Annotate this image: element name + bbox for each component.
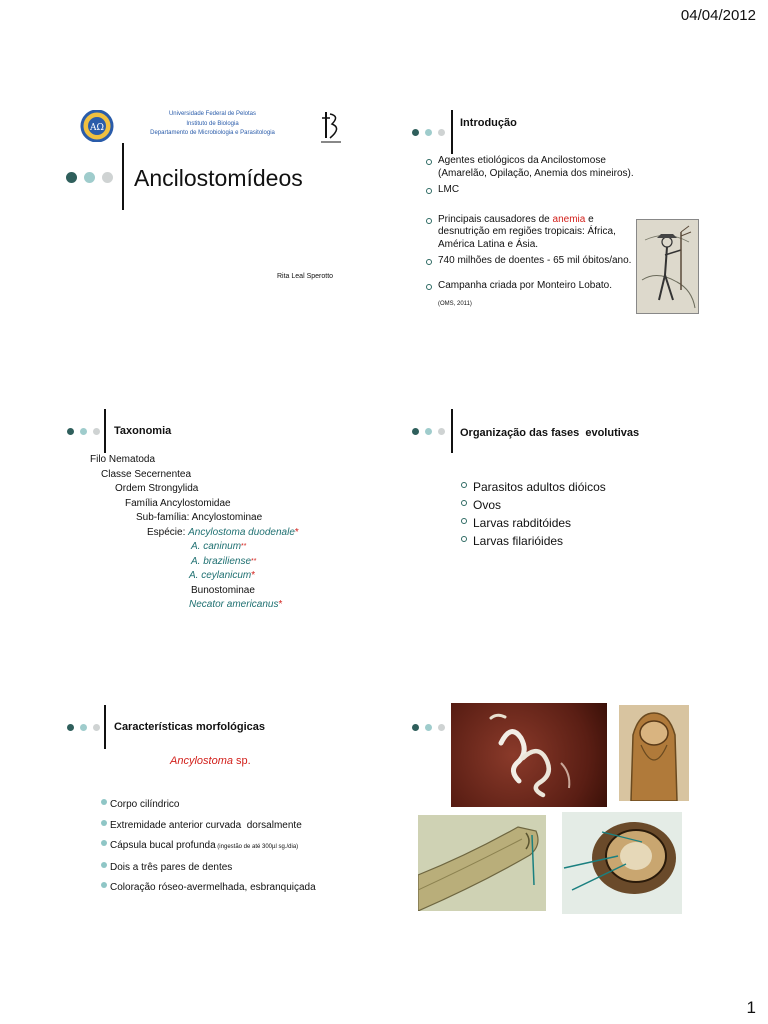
slide-2-bullet-list — [424, 155, 634, 292]
slide-1-dots — [66, 172, 113, 183]
list-item — [424, 214, 634, 252]
slide-3-dots — [67, 428, 100, 435]
taxonomy-necator — [90, 598, 350, 613]
worms-photo — [451, 703, 607, 807]
bullet-text: Coloração róseo-avermelhada, esbranquiçada — [110, 882, 316, 893]
taxonomy-tree — [90, 453, 350, 613]
list-item — [424, 155, 634, 180]
dot-light — [438, 129, 445, 136]
dot-light — [93, 428, 100, 435]
taxonomy-familia: Família Ancylostomidae — [125, 497, 231, 509]
slide-2-title: Introdução — [460, 117, 517, 129]
list-item — [100, 816, 360, 837]
taxonomy-species-row — [90, 555, 350, 570]
taxonomy-classe: Classe Secernentea — [101, 468, 192, 480]
dot-mid — [425, 724, 432, 731]
species-mark: * — [294, 526, 299, 538]
svg-text:AΩ: AΩ — [90, 123, 104, 133]
worms-drawing — [451, 703, 607, 807]
list-item — [424, 280, 634, 293]
bullet-text: Larvas rabditóides — [473, 516, 572, 530]
bullet-text: LMC — [438, 184, 460, 195]
institution-line-1: Universidade Federal de Pelotas — [168, 111, 257, 117]
slide-5-subtitle — [170, 755, 251, 767]
bullet-text: e desnutrição em regiões tropicais: África, América Latina e Ásia. — [438, 213, 616, 250]
buccal-capsule-drawing — [562, 812, 682, 914]
worm-head-micrograph — [619, 705, 689, 801]
slide-4-title: Organização das fases evolutivas — [460, 427, 640, 439]
dot-dark — [67, 724, 74, 731]
taxonomy-ordem: Ordem Strongylida — [115, 483, 199, 494]
slide-1-title: Ancilostomídeos — [134, 165, 303, 191]
list-item — [100, 795, 360, 816]
slide-4-bullet-list — [459, 478, 606, 550]
bullet-text: Campanha criada por Monteiro Lobato. — [438, 279, 612, 291]
species-mark: * — [278, 599, 283, 610]
slide-2-dots — [412, 129, 445, 136]
jeca-tatu-drawing — [637, 220, 698, 313]
bullet-text: Corpo cilíndrico — [110, 799, 180, 810]
dot-dark — [412, 724, 419, 731]
species-name: A. braziliense — [191, 555, 252, 567]
dot-dark — [412, 129, 419, 136]
slide-3-divider — [104, 409, 106, 453]
dot-mid — [425, 129, 432, 136]
list-item — [100, 878, 360, 899]
institution-line-3: Departamento de Microbiologia e Parasitologia — [150, 130, 275, 136]
species-mark: ** — [241, 543, 247, 550]
institution-block — [130, 110, 295, 139]
dot-dark — [66, 172, 77, 183]
species-mark: ** — [251, 557, 257, 565]
bullet-text: Principais causadores de — [438, 213, 553, 225]
species-name: Necator americanus — [189, 599, 279, 610]
list-item — [424, 184, 634, 197]
dot-light — [438, 724, 445, 731]
jeca-tatu-illustration — [636, 219, 699, 314]
dot-dark — [67, 428, 74, 435]
bullet-text: Larvas filarióides — [473, 534, 564, 548]
list-item — [424, 255, 634, 268]
species-mark: * — [251, 570, 256, 581]
genus-name: Ancylostoma — [170, 755, 233, 767]
species-name: Ancylostoma duodenale — [188, 526, 295, 538]
slide-1-author: Rita Leal Sperotto — [277, 273, 334, 280]
taxonomy-filo: Filo Nematoda — [90, 454, 156, 465]
slide-5-title: Características morfológicas — [114, 721, 266, 733]
dot-light — [438, 428, 445, 435]
slide-4-dots — [412, 428, 445, 435]
anterior-end-micrograph — [418, 815, 546, 911]
species-name: A. ceylanicum — [189, 570, 252, 581]
taxonomy-subfamilia: Sub-família: Ancylostominae — [136, 512, 263, 523]
page-number: 1 — [746, 998, 756, 1017]
dot-dark — [412, 428, 419, 435]
genus-suffix: sp. — [232, 755, 251, 767]
dot-mid — [80, 428, 87, 435]
list-item — [459, 496, 606, 514]
list-item — [459, 478, 606, 496]
anterior-end-drawing — [418, 815, 546, 911]
bullet-text: Cápsula bucal profunda — [110, 840, 216, 851]
institute-logo-icon — [318, 108, 344, 146]
dot-mid — [84, 172, 95, 183]
list-item — [459, 514, 606, 532]
university-logo-icon — [80, 110, 114, 142]
bullet-text: 740 milhões de doentes - 65 mil óbitos/ano. — [438, 255, 632, 266]
slide-4-divider — [451, 409, 453, 453]
slide-1-divider — [122, 143, 124, 210]
slide-2-source: (OMS, 2011) — [438, 301, 472, 307]
bullet-text: Agentes etiológicos da Ancilostomose (Amarelão, Opilação, Anemia dos mineiros). — [438, 155, 634, 179]
taxonomy-species-row — [90, 540, 350, 555]
especie-label: Espécie: — [147, 526, 189, 538]
dot-mid — [80, 724, 87, 731]
list-item — [100, 836, 360, 858]
dot-mid — [425, 428, 432, 435]
buccal-capsule-micrograph — [562, 812, 682, 914]
slide-5-bullet-list — [100, 795, 360, 899]
slide-5-dots — [67, 724, 100, 731]
dot-light — [93, 724, 100, 731]
taxonomy-species-row — [90, 569, 350, 584]
taxonomy-especie — [90, 526, 350, 541]
worm-head-drawing — [619, 705, 689, 801]
bullet-text: Dois a três pares de dentes — [110, 861, 233, 873]
slide-6-dots — [412, 724, 445, 731]
bullet-text: Parasitos adultos dióicos — [473, 480, 606, 494]
taxonomy-bunostominae: Bunostominae — [191, 584, 255, 596]
document-date: 04/04/2012 — [680, 7, 756, 24]
species-name: A. caninum — [191, 541, 242, 552]
bullet-note: (ingestão de até 300µl sg./dia) — [215, 844, 299, 850]
slide-5-divider — [104, 705, 106, 749]
list-item — [459, 532, 606, 550]
bullet-text: Extremidade anterior curvada dorsalmente — [110, 819, 302, 831]
institution-line-2: Instituto de Biologia — [186, 120, 239, 127]
slide-2-divider — [451, 110, 453, 154]
bullet-text: Ovos — [473, 498, 502, 512]
list-item — [100, 858, 360, 879]
anemia-highlight: anemia — [552, 213, 586, 225]
dot-light — [102, 172, 113, 183]
slide-3-title: Taxonomia — [114, 425, 172, 437]
